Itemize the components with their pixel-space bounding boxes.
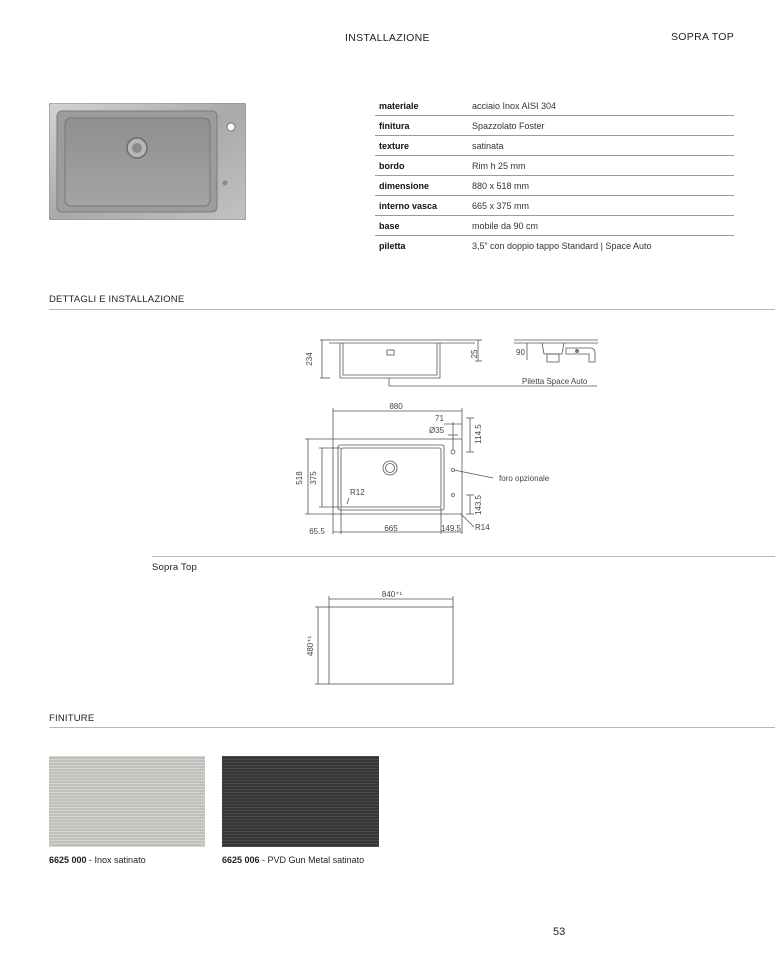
spec-label: finitura <box>375 116 468 136</box>
cutout-drawing <box>300 588 465 688</box>
finish-caption-inox <box>49 855 146 865</box>
drain-label: Piletta Space Auto <box>522 377 588 386</box>
finish-swatch-inox <box>49 756 205 847</box>
spec-label: dimensione <box>375 176 468 196</box>
spec-value: satinata <box>468 136 734 156</box>
dim-rim-25: 25 <box>470 349 479 359</box>
section-title-finishes: FINITURE <box>49 713 95 724</box>
specifications-table <box>375 96 734 255</box>
plan-drawing <box>290 398 590 538</box>
section-divider <box>152 556 775 557</box>
dim-114-5: 114.5 <box>474 424 483 444</box>
dim-offset-71: 71 <box>435 414 444 423</box>
finish-name: - Inox satinato <box>86 855 146 865</box>
dim-radius-r12: R12 <box>350 488 365 497</box>
dim-margin-65-5: 65.5 <box>309 527 325 536</box>
spec-value: 665 x 375 mm <box>468 196 734 216</box>
header-product-line: SOPRA TOP <box>671 31 735 43</box>
spec-label: base <box>375 216 468 236</box>
side-section-drawing <box>300 334 610 390</box>
dim-drain-90: 90 <box>516 348 525 357</box>
cutout-height: 480⁺¹ <box>306 635 315 657</box>
dim-143-5: 143.5 <box>474 494 483 516</box>
spec-value: mobile da 90 cm <box>468 216 734 236</box>
dim-hole-diameter: Ø35 <box>429 426 445 435</box>
spec-label: materiale <box>375 96 468 116</box>
finish-swatch-gunmetal <box>222 756 379 847</box>
spec-label: piletta <box>379 240 406 251</box>
spec-row <box>375 156 734 176</box>
spec-label: interno vasca <box>375 196 468 216</box>
section-title-details: DETTAGLI E INSTALLAZIONE <box>49 294 185 305</box>
spec-label: bordo <box>375 156 468 176</box>
optional-hole-label: foro opzionale <box>499 474 550 483</box>
spec-row <box>375 96 734 116</box>
finish-name: - PVD Gun Metal satinato <box>259 855 365 865</box>
spec-row <box>375 216 734 236</box>
finish-code: 6625 006 <box>222 855 260 865</box>
dim-bowl-665: 665 <box>384 524 398 533</box>
header-section-title: INSTALLAZIONE <box>345 32 430 44</box>
section-title-top-mount: Sopra Top <box>152 562 197 573</box>
cutout-width: 840⁺¹ <box>381 590 403 599</box>
spec-label: texture <box>375 136 468 156</box>
spec-value: Rim h 25 mm <box>468 156 734 176</box>
section-divider <box>49 309 775 310</box>
finish-code: 6625 000 <box>49 855 87 865</box>
dim-bowl-375: 375 <box>309 471 318 485</box>
dim-height-234: 234 <box>305 352 314 366</box>
dim-radius-r14: R14 <box>475 523 490 532</box>
sink-product-image <box>49 103 246 220</box>
spec-row <box>375 136 734 156</box>
dim-width-880: 880 <box>389 402 403 411</box>
spec-value: acciaio Inox AISI 304 <box>468 96 734 116</box>
dim-height-518: 518 <box>295 471 304 485</box>
finish-caption-gunmetal <box>222 855 364 865</box>
spec-row <box>375 236 734 256</box>
spec-row <box>375 196 734 216</box>
page-number: 53 <box>553 926 566 938</box>
dim-margin-149-5: 149.5 <box>440 524 462 533</box>
spec-row <box>375 176 734 196</box>
spec-value: 880 x 518 mm <box>468 176 734 196</box>
spec-row <box>375 116 734 136</box>
section-divider <box>49 727 775 728</box>
spec-value: 3,5” con doppio tappo Standard | Space Auto <box>472 240 652 251</box>
spec-value: Spazzolato Foster <box>468 116 734 136</box>
